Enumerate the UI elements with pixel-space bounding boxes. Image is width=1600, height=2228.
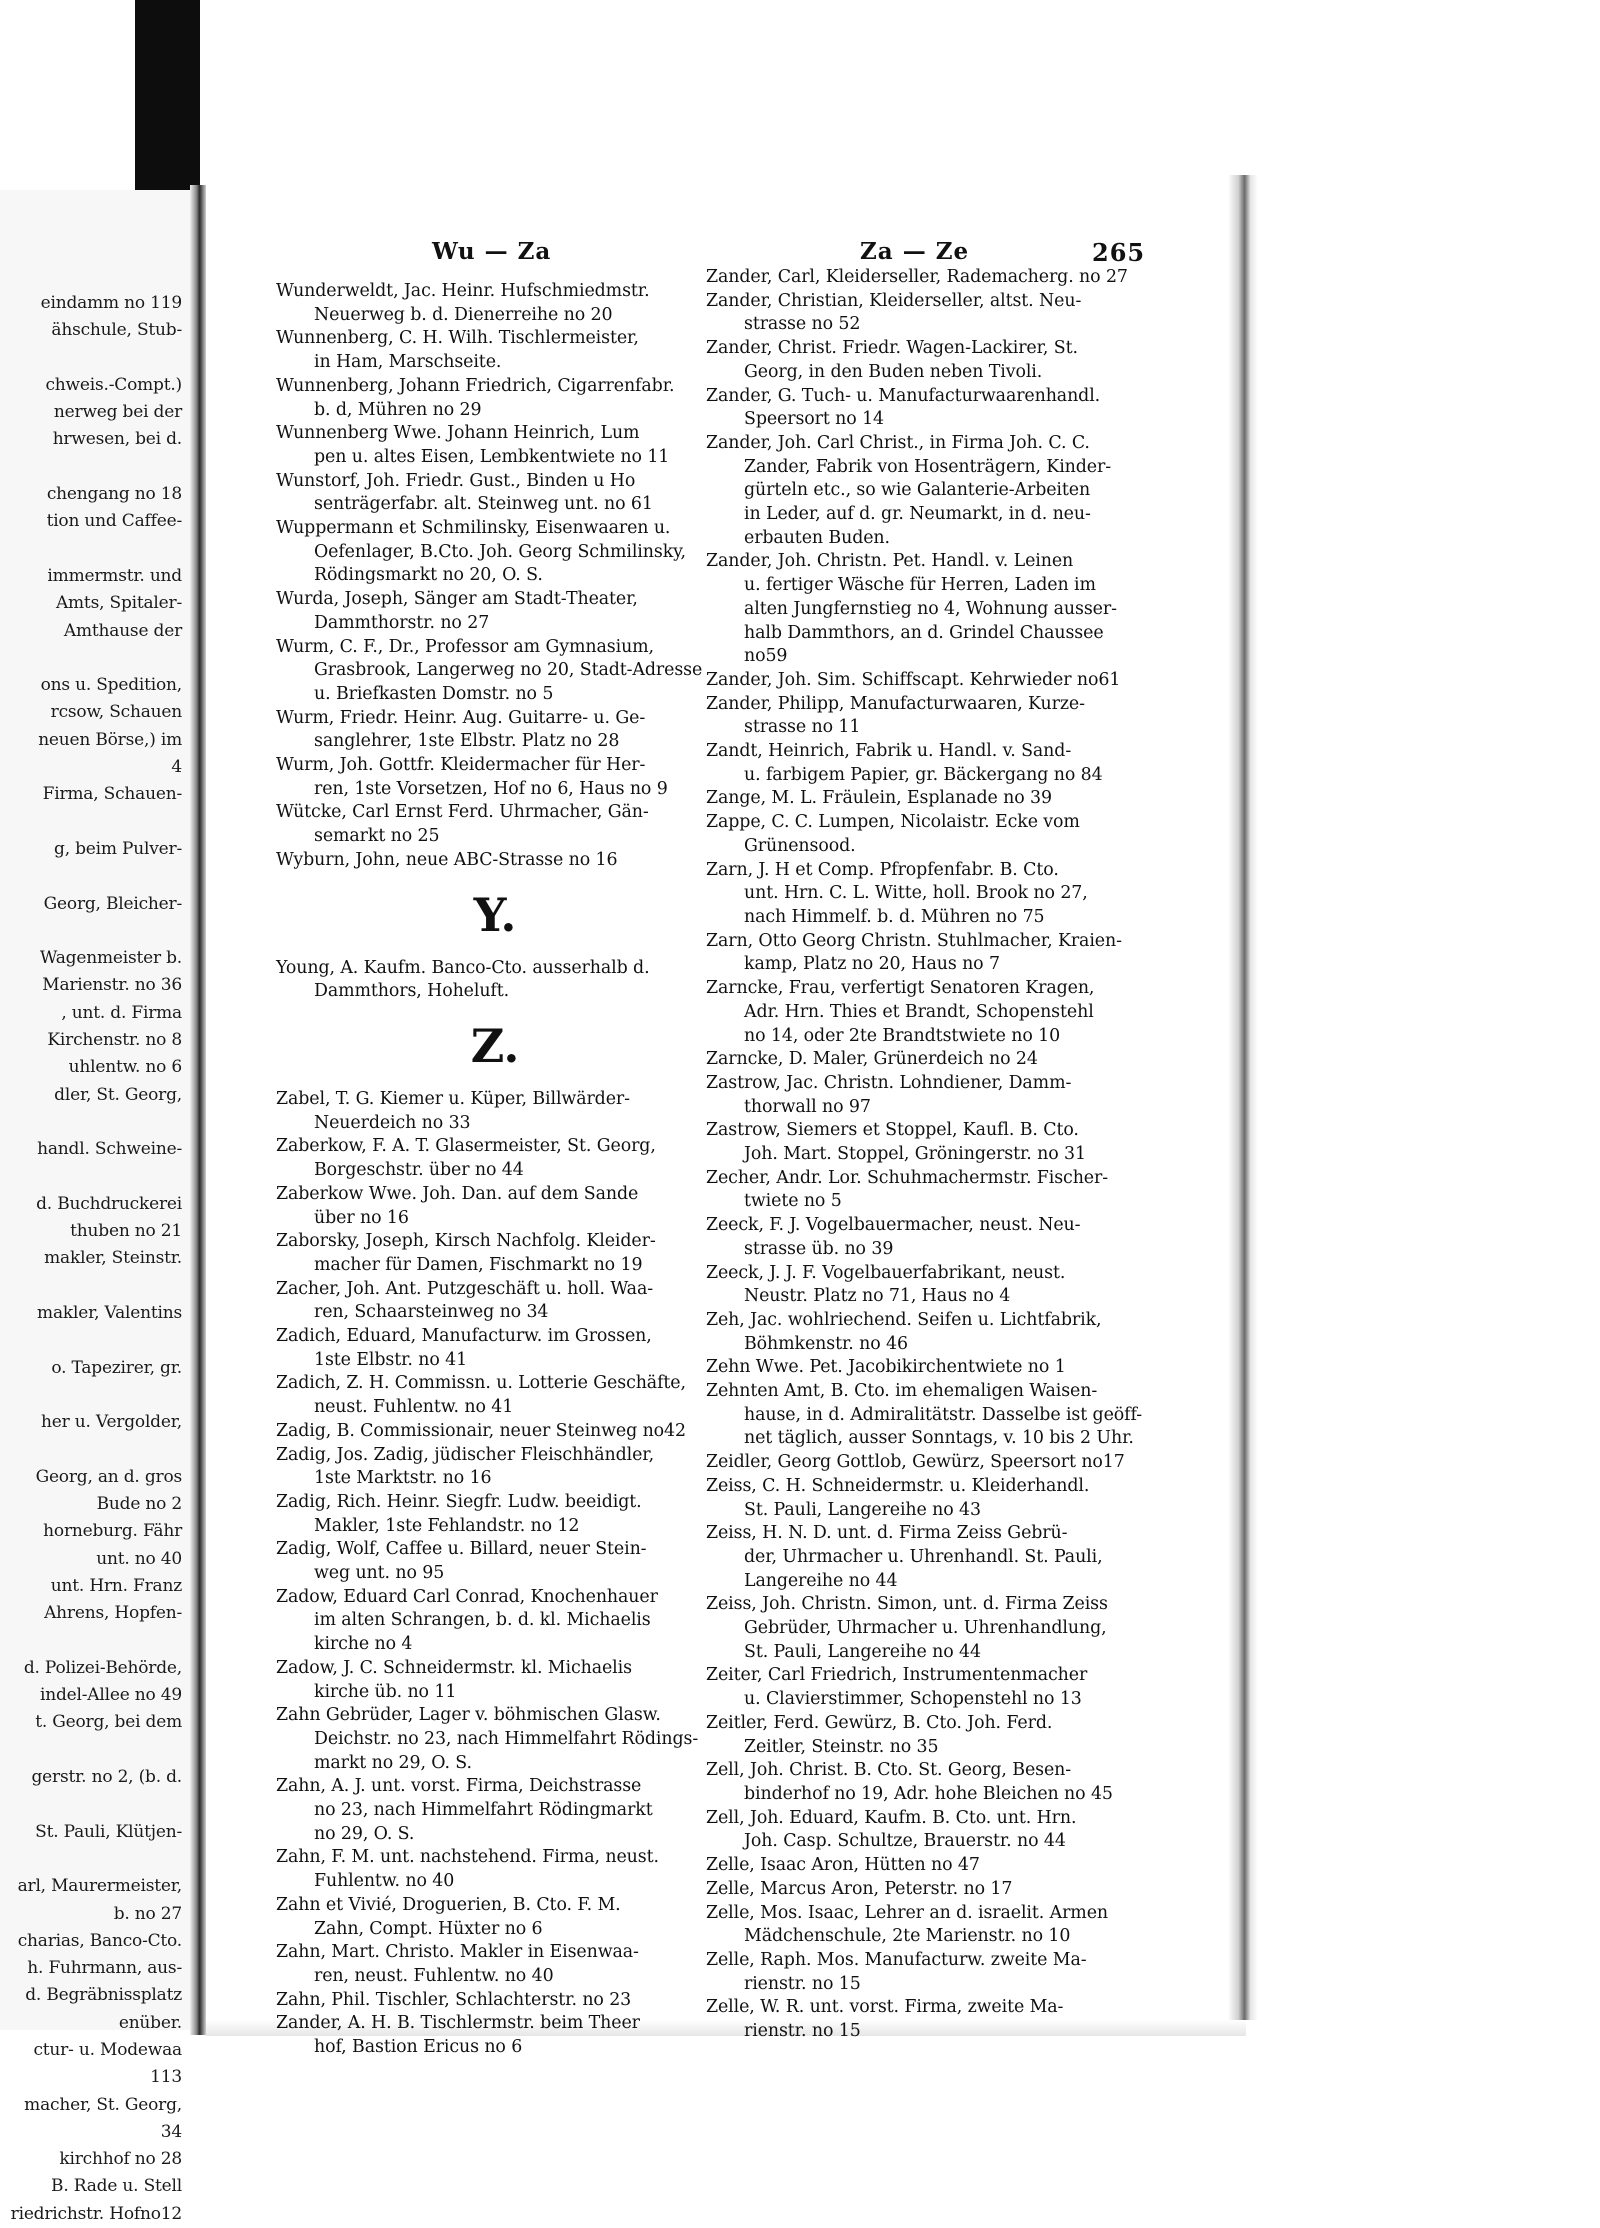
- left-page-line: 34: [160, 2121, 182, 2142]
- entry-continuation-line: Oefenlager, B.Cto. Joh. Georg Schmilinsky,: [314, 541, 686, 562]
- left-page-line: makler, Steinstr.: [44, 1248, 182, 1269]
- entry-continuation-line: rienstr. no 15: [744, 2021, 861, 2042]
- entry-continuation-line: Georg, in den Buden neben Tivoli.: [744, 361, 1043, 382]
- entry-continuation-line: St. Pauli, Langereihe no 44: [744, 1641, 981, 1662]
- entry-first-line: Wuppermann et Schmilinsky, Eisenwaaren u.: [276, 518, 671, 539]
- directory-entry: [276, 1278, 714, 1325]
- left-page-line: riedrichstr. Hofno12: [10, 2203, 182, 2224]
- entry-first-line: Zander, Christ. Friedr. Wagen-Lackirer, St.: [706, 338, 1078, 359]
- directory-entry: [706, 337, 1146, 384]
- entry-first-line: Zaborsky, Joseph, Kirsch Nachfolg. Kleider-: [276, 1231, 656, 1252]
- entry-continuation-line: Deichstr. no 23, nach Himmelfahrt Rödings-: [314, 1728, 699, 1749]
- left-page-line: [11, 454, 182, 481]
- directory-entry: [706, 1996, 1146, 2043]
- entry-first-line: Zadig, Rich. Heinr. Siegfr. Ludw. beeidigt.: [276, 1491, 642, 1512]
- entry-first-line: Wurm, C. F., Dr., Professor am Gymnasium,: [276, 636, 654, 657]
- entry-first-line: Zaberkow, F. A. T. Glasermeister, St. Georg,: [276, 1136, 656, 1157]
- entries-y: [276, 957, 714, 1004]
- directory-entry: [706, 290, 1146, 337]
- entry-first-line: Zastrow, Siemers et Stoppel, Kaufl. B. Cto.: [706, 1120, 1079, 1141]
- entry-first-line: Zander, Joh. Sim. Schiffscapt. Kehrwieder no61: [706, 669, 1121, 690]
- entry-continuation-line: kirche no 4: [314, 1634, 413, 1655]
- entry-first-line: Zeiss, H. N. D. unt. d. Firma Zeiss Gebrü-: [706, 1523, 1068, 1544]
- entry-first-line: Zelle, Mos. Isaac, Lehrer an d. israelit. Armen: [706, 1902, 1108, 1923]
- left-page-line: Ahrens, Hopfen-: [44, 1603, 182, 1624]
- left-page-line: unt. no 40: [96, 1548, 182, 1569]
- entry-first-line: Zeeck, J. J. F. Vogelbauerfabrikant, neust.: [706, 1262, 1066, 1283]
- entry-first-line: Zander, Joh. Christn. Pet. Handl. v. Leinen: [706, 551, 1074, 572]
- entry-first-line: Zarncke, Frau, verfertigt Senatoren Kragen,: [706, 978, 1095, 999]
- directory-entry: [706, 1451, 1146, 1475]
- entry-continuation-line: u. farbigem Papier, gr. Bäckergang no 84: [744, 764, 1103, 785]
- entry-first-line: Wurm, Joh. Gottfr. Kleidermacher für Her-: [276, 755, 646, 776]
- left-page-line: Georg, Bleicher-: [43, 893, 182, 914]
- entry-first-line: Wyburn, John, neue ABC-Strasse no 16: [276, 849, 618, 870]
- entry-continuation-line: sanglehrer, 1ste Elbstr. Platz no 28: [314, 731, 620, 752]
- entry-continuation-line: weg unt. no 95: [314, 1563, 445, 1584]
- directory-entry: [706, 1214, 1146, 1261]
- entry-first-line: Zahn, A. J. unt. vorst. Firma, Deichstrasse: [276, 1776, 642, 1797]
- entry-continuation-line: ren, 1ste Vorsetzen, Hof no 6, Haus no 9: [314, 778, 668, 799]
- entry-continuation-line: Mädchenschule, 2te Marienstr. no 10: [744, 1926, 1071, 1947]
- directory-entry: [276, 327, 714, 374]
- entry-continuation-line: b. d, Mühren no 29: [314, 399, 482, 420]
- right-page-edge: [1228, 175, 1258, 2020]
- left-page-line: thuben no 21: [70, 1221, 182, 1242]
- directory-entry: [276, 280, 714, 327]
- directory-entry: [276, 957, 714, 1004]
- entry-continuation-line: Grünensood.: [744, 835, 856, 856]
- left-page-line: t. Georg, bei dem: [35, 1712, 182, 1733]
- entry-continuation-line: markt no 29, O. S.: [314, 1752, 472, 1773]
- directory-entry: [706, 693, 1146, 740]
- directory-entry: [276, 1183, 714, 1230]
- entry-continuation-line: halb Dammthors, an d. Grindel Chaussee no59: [744, 622, 1104, 667]
- entry-continuation-line: Dammthorstr. no 27: [314, 612, 490, 633]
- directory-entry: [706, 432, 1146, 551]
- left-page-line: rcsow, Schauen: [50, 702, 182, 723]
- entry-continuation-line: Adr. Hrn. Thies et Brandt, Schopenstehl: [744, 1001, 1094, 1022]
- left-page-line: eindamm no 119: [40, 293, 182, 313]
- entry-continuation-line: Gebrüder, Uhrmacher u. Uhrenhandlung,: [744, 1618, 1107, 1639]
- section-letter-z: Z.: [470, 1018, 520, 1073]
- directory-entry: [276, 517, 714, 588]
- left-page-line: d. Buchdruckerei: [36, 1193, 182, 1214]
- directory-entry: [706, 1119, 1146, 1166]
- entry-continuation-line: im alten Schrangen, b. d. kl. Michaelis: [314, 1610, 651, 1631]
- left-page-line: gerstr. no 2, (b. d.: [31, 1767, 182, 1788]
- directory-entry: [276, 1491, 714, 1538]
- directory-entry: [276, 707, 714, 754]
- entry-continuation-line: Zahn, Compt. Hüxter no 6: [314, 1918, 543, 1939]
- left-page-line: Firma, Schauen-: [42, 784, 182, 805]
- entry-continuation-line: pen u. altes Eisen, Lembkentwiete no 11: [314, 446, 670, 467]
- section-letter-y: Y.: [473, 887, 517, 942]
- entry-continuation-line: Dammthors, Hoheluft.: [314, 981, 510, 1002]
- entry-continuation-line: macher für Damen, Fischmarkt no 19: [314, 1254, 643, 1275]
- entry-first-line: Zadig, Jos. Zadig, jüdischer Fleischhändler,: [276, 1444, 655, 1465]
- left-page-line: macher, St. Georg,: [24, 2094, 182, 2115]
- entry-first-line: Young, A. Kaufm. Banco-Cto. ausserhalb d.: [276, 957, 650, 978]
- entry-first-line: Zeiter, Carl Friedrich, Instrumentenmacher: [706, 1665, 1088, 1686]
- entry-first-line: Zeitler, Ferd. Gewürz, B. Cto. Joh. Ferd.: [706, 1712, 1053, 1733]
- entry-first-line: Zehnten Amt, B. Cto. im ehemaligen Waisen-: [706, 1381, 1098, 1402]
- entry-first-line: Zecher, Andr. Lor. Schuhmachermstr. Fischer-: [706, 1167, 1108, 1188]
- entry-first-line: Zelle, Raph. Mos. Manufacturw. zweite Ma-: [706, 1949, 1087, 1970]
- entry-continuation-line: unt. Hrn. C. L. Witte, holl. Brook no 27,: [744, 883, 1088, 904]
- entry-continuation-line: Rödingsmarkt no 20, O. S.: [314, 565, 543, 586]
- entry-first-line: Zappe, C. C. Lumpen, Nicolaistr. Ecke vom: [706, 812, 1080, 833]
- left-page-line: [11, 1327, 182, 1354]
- directory-entry: [276, 1372, 714, 1419]
- entry-first-line: Wunnenberg, C. H. Wilh. Tischlermeister,: [276, 328, 639, 349]
- entry-first-line: Zeeck, F. J. Vogelbauermacher, neust. Neu-: [706, 1215, 1081, 1236]
- directory-entry: [706, 1759, 1146, 1806]
- directory-entry: [706, 811, 1146, 858]
- binding-shadow: [135, 0, 200, 190]
- entry-first-line: Zahn, Mart. Christo. Makler in Eisenwaa-: [276, 1942, 639, 1963]
- left-page-line: handl. Schweine-: [37, 1139, 182, 1160]
- entry-continuation-line: no 23, nach Himmelfahrt Rödingmarkt: [314, 1800, 653, 1821]
- entries-w: [276, 280, 714, 873]
- left-page-line: kirchhof no 28: [59, 2149, 182, 2170]
- entry-continuation-line: ren, neust. Fuhlentw. no 40: [314, 1966, 554, 1986]
- entry-first-line: Wunnenberg, Johann Friedrich, Cigarrenfabr.: [276, 375, 675, 396]
- entry-first-line: Zahn, F. M. unt. nachstehend. Firma, neust.: [276, 1847, 659, 1868]
- left-page-line: [11, 1628, 182, 1655]
- directory-entry: [706, 550, 1146, 669]
- entry-continuation-line: Neuerweg b. d. Dienerreihe no 20: [314, 304, 613, 325]
- entry-first-line: Zadow, J. C. Schneidermstr. kl. Michaelis: [276, 1657, 632, 1678]
- directory-entry: [706, 1262, 1146, 1309]
- entry-continuation-line: Joh. Casp. Schultze, Brauerstr. no 44: [744, 1831, 1066, 1852]
- entry-continuation-line: net täglich, ausser Sonntags, v. 10 bis 2 Uhr.: [744, 1428, 1134, 1449]
- entry-continuation-line: Fuhlentw. no 40: [314, 1871, 455, 1892]
- entry-continuation-line: St. Pauli, Langereihe no 43: [744, 1499, 981, 1520]
- left-page-line: Wagenmeister b.: [39, 948, 182, 969]
- directory-entry: [276, 1989, 714, 2013]
- entry-first-line: Zabel, T. G. Kiemer u. Küper, Billwärder-: [276, 1088, 630, 1109]
- page-gutter: [190, 185, 206, 2035]
- directory-entry: [276, 588, 714, 635]
- entry-first-line: Zarncke, D. Maler, Grünerdeich no 24: [706, 1049, 1038, 1070]
- entry-continuation-line: der, Uhrmacher u. Uhrenhandl. St. Pauli,: [744, 1546, 1103, 1567]
- directory-entry: [276, 1586, 714, 1657]
- entry-first-line: Zell, Joh. Eduard, Kaufm. B. Cto. unt. Hrn.: [706, 1807, 1077, 1828]
- directory-entry: [706, 669, 1146, 693]
- entry-continuation-line: Zander, Fabrik von Hosenträgern, Kinder-: [744, 456, 1111, 477]
- directory-entry: [706, 1522, 1146, 1593]
- entry-first-line: Zahn et Vivié, Droguerien, B. Cto. F. M.: [276, 1894, 621, 1915]
- left-page-line: St. Pauli, Klütjen-: [35, 1821, 182, 1842]
- directory-entry: [276, 849, 714, 873]
- entries-z: [276, 1088, 714, 2060]
- directory-entry: [276, 1444, 714, 1491]
- entry-continuation-line: Borgeschstr. über no 44: [314, 1160, 524, 1181]
- entry-continuation-line: twiete no 5: [744, 1191, 842, 1212]
- left-page-line: chengang no 18: [46, 484, 182, 505]
- left-page-line: [11, 536, 182, 563]
- entry-first-line: Zelle, Isaac Aron, Hütten no 47: [706, 1855, 980, 1876]
- entry-continuation-line: u. fertiger Wäsche für Herren, Laden im: [744, 575, 1096, 596]
- left-page-line: makler, Valentins: [37, 1302, 182, 1323]
- directory-entry: [706, 859, 1146, 930]
- entry-continuation-line: Speersort no 14: [744, 409, 884, 430]
- entry-first-line: Zandt, Heinrich, Fabrik u. Handl. v. Sand-: [706, 741, 1072, 762]
- left-page-line: immermstr. und: [47, 565, 182, 586]
- left-page-line: charias, Banco-Cto.: [17, 1930, 182, 1951]
- entry-first-line: Wütcke, Carl Ernst Ferd. Uhrmacher, Gän-: [276, 802, 649, 823]
- entry-continuation-line: hof, Bastion Ericus no 6: [314, 2037, 523, 2058]
- entry-continuation-line: u. Briefkasten Domstr. no 5: [314, 683, 554, 704]
- left-page-line: [11, 1791, 182, 1818]
- left-page-line: [11, 918, 182, 945]
- directory-entry: [276, 1538, 714, 1585]
- entry-first-line: Zadig, B. Commissionair, neuer Steinweg no42: [276, 1420, 686, 1441]
- left-page-line: [11, 345, 182, 372]
- directory-entry: [706, 1593, 1146, 1664]
- directory-entry: [706, 1664, 1146, 1711]
- directory-entry: [276, 636, 714, 707]
- entry-first-line: Zadich, Eduard, Manufacturw. im Grossen,: [276, 1326, 652, 1347]
- directory-entry: [706, 1902, 1146, 1949]
- entry-first-line: Zander, Christian, Kleiderseller, altst. Neu-: [706, 290, 1082, 311]
- directory-entry: [706, 1854, 1146, 1878]
- directory-entry: [706, 1878, 1146, 1902]
- entry-first-line: Zaberkow Wwe. Joh. Dan. auf dem Sande: [276, 1183, 639, 1204]
- left-page-line: horneburg. Fähr: [43, 1521, 182, 1542]
- left-page-line: [11, 1436, 182, 1463]
- left-page-line: [11, 1164, 182, 1191]
- directory-entry: [706, 1475, 1146, 1522]
- entry-first-line: Zander, A. H. B. Tischlermstr. beim Theer: [276, 2013, 640, 2034]
- entry-continuation-line: in Leder, auf d. gr. Neumarkt, in d. neu-: [744, 504, 1091, 525]
- entry-continuation-line: Böhmkenstr. no 46: [744, 1333, 908, 1354]
- left-page-line: ctur- u. Modewaa: [33, 2040, 182, 2060]
- directory-entry: [706, 977, 1146, 1048]
- entry-continuation-line: Grasbrook, Langerweg no 20, Stadt-Adresse: [314, 660, 703, 681]
- directory-entry: [276, 801, 714, 848]
- left-page-line: unt. Hrn. Franz: [50, 1575, 182, 1596]
- entry-first-line: Zander, Joh. Carl Christ., in Firma Joh. C. C.: [706, 432, 1090, 453]
- entry-continuation-line: senträgerfabr. alt. Steinweg unt. no 61: [314, 494, 653, 515]
- entry-first-line: Zahn, Phil. Tischler, Schlachterstr. no 23: [276, 1989, 632, 2010]
- left-page-line: b. no 27: [113, 1903, 182, 1924]
- entry-continuation-line: neust. Fuhlentw. no 41: [314, 1397, 514, 1418]
- entry-first-line: Wurm, Friedr. Heinr. Aug. Guitarre- u. Ge-: [276, 707, 646, 728]
- left-page-line: enüber.: [118, 2012, 182, 2033]
- directory-entry: [276, 1894, 714, 1941]
- directory-entry: [276, 1941, 714, 1988]
- directory-entry: [706, 1712, 1146, 1759]
- left-page-line: Bude no 2: [96, 1494, 182, 1515]
- entry-first-line: Zell, Joh. Christ. B. Cto. St. Georg, Besen-: [706, 1760, 1072, 1781]
- entry-continuation-line: strasse no 11: [744, 717, 861, 738]
- left-page-line: tion und Caffee-: [46, 511, 182, 532]
- left-page-line: g, beim Pulver-: [54, 838, 182, 859]
- directory-entry: [276, 2012, 714, 2059]
- left-page-line: chweis.-Compt.): [45, 374, 182, 395]
- left-page-line: indel-Allee no 49: [39, 1685, 182, 1706]
- entry-first-line: Zacher, Joh. Ant. Putzgeschäft u. holl. Waa-: [276, 1278, 653, 1299]
- directory-entry: [706, 266, 1146, 290]
- running-header-left: Wu — Za: [432, 238, 552, 265]
- directory-entry: [706, 1380, 1146, 1451]
- left-page-line: uhlentw. no 6: [68, 1057, 182, 1078]
- entry-continuation-line: rienstr. no 15: [744, 1973, 861, 1994]
- left-page-line: ons u. Spedition,: [40, 675, 182, 696]
- left-page-line: [11, 1109, 182, 1136]
- directory-entry: [276, 1846, 714, 1893]
- entry-continuation-line: hause, in d. Admiralitätstr. Dasselbe ist geöff-: [744, 1404, 1142, 1425]
- entry-first-line: Zadow, Eduard Carl Conrad, Knochenhauer: [276, 1586, 658, 1607]
- entry-continuation-line: Langereihe no 44: [744, 1570, 898, 1591]
- left-page-line: [11, 645, 182, 672]
- entry-continuation-line: 1ste Marktstr. no 16: [314, 1468, 492, 1489]
- entry-continuation-line: über no 16: [314, 1207, 409, 1228]
- entry-first-line: Zadich, Z. H. Commissn. u. Lotterie Geschäfte,: [276, 1373, 686, 1394]
- directory-entry: [706, 1807, 1146, 1854]
- left-page-line: o. Tapezirer, gr.: [51, 1357, 182, 1378]
- entry-first-line: Zander, Philipp, Manufacturwaaren, Kurze-: [706, 693, 1085, 714]
- left-page-line: , unt. d. Firma: [61, 1002, 182, 1023]
- left-page-line: her u. Vergolder,: [41, 1412, 182, 1433]
- entry-first-line: Zander, G. Tuch- u. Manufacturwaarenhandl.: [706, 385, 1101, 406]
- directory-entry: [276, 1704, 714, 1775]
- directory-entry: [706, 1356, 1146, 1380]
- page-number: 265: [1092, 238, 1146, 267]
- entry-continuation-line: Zeitler, Steinstr. no 35: [744, 1736, 939, 1757]
- entry-first-line: Zehn Wwe. Pet. Jacobikirchentwiete no 1: [706, 1357, 1066, 1378]
- left-page-line: [11, 1846, 182, 1873]
- entry-first-line: Zeidler, Georg Gottlob, Gewürz, Speersort no17: [706, 1452, 1125, 1473]
- left-page-line: nerweg bei der: [53, 402, 182, 423]
- entry-first-line: Zarn, Otto Georg Christn. Stuhlmacher, Kraien-: [706, 930, 1122, 951]
- entry-continuation-line: Neuerdeich no 33: [314, 1112, 471, 1133]
- left-page-line: [11, 863, 182, 890]
- left-page-line: hrwesen, bei d.: [52, 429, 182, 450]
- entry-continuation-line: thorwall no 97: [744, 1096, 871, 1117]
- left-page-line: 4: [171, 757, 182, 778]
- entry-continuation-line: in Ham, Marschseite.: [314, 352, 502, 373]
- directory-entry: [706, 1072, 1146, 1119]
- left-page-line: arl, Maurermeister,: [17, 1876, 182, 1897]
- directory-entry: [276, 375, 714, 422]
- directory-entry: [276, 1230, 714, 1277]
- left-page-fragment: [0, 190, 190, 2224]
- directory-entry: [276, 422, 714, 469]
- left-page-line: h. Fuhrmann, aus-: [27, 1958, 182, 1979]
- directory-entry: [276, 1325, 714, 1372]
- directory-entry: [276, 1088, 714, 1135]
- directory-entry: [276, 754, 714, 801]
- entries-right: [706, 266, 1146, 2044]
- left-page-line: Kirchenstr. no 8: [47, 1030, 182, 1051]
- directory-entry: [706, 1167, 1146, 1214]
- directory-entry: [276, 1657, 714, 1704]
- entry-first-line: Zelle, Marcus Aron, Peterstr. no 17: [706, 1878, 1013, 1899]
- entry-continuation-line: no 29, O. S.: [314, 1823, 415, 1844]
- left-page-lines: [11, 290, 182, 2228]
- entry-continuation-line: kamp, Platz no 20, Haus no 7: [744, 954, 1000, 975]
- entry-first-line: Zeh, Jac. wohlriechend. Seifen u. Lichtfabrik,: [706, 1309, 1102, 1330]
- entry-continuation-line: strasse üb. no 39: [744, 1238, 894, 1259]
- entry-continuation-line: u. Clavierstimmer, Schopenstehl no 13: [744, 1689, 1082, 1710]
- left-page-line: Georg, an d. gros: [35, 1466, 182, 1487]
- entry-continuation-line: alten Jungfernstieg no 4, Wohnung ausser-: [744, 598, 1117, 619]
- left-page-line: B. Rade u. Stell: [51, 2176, 182, 2197]
- left-page-line: d. Polizei-Behörde,: [23, 1657, 182, 1678]
- left-page-line: ähschule, Stub-: [51, 320, 182, 341]
- entry-first-line: Zelle, W. R. unt. vorst. Firma, zweite Ma-: [706, 1997, 1064, 2018]
- left-page-line: [11, 1382, 182, 1409]
- directory-column-right: [706, 266, 1146, 2044]
- directory-entry: [706, 1048, 1146, 1072]
- entry-continuation-line: ren, Schaarsteinweg no 34: [314, 1302, 549, 1323]
- entry-first-line: Zeiss, Joh. Christn. Simon, unt. d. Firma Zeiss: [706, 1594, 1108, 1615]
- directory-entry: [276, 1135, 714, 1182]
- left-page-line: [11, 1273, 182, 1300]
- directory-entry: [706, 930, 1146, 977]
- entry-first-line: Wunstorf, Joh. Friedr. Gust., Binden u Ho: [276, 470, 636, 491]
- left-page-line: Marienstr. no 36: [42, 975, 182, 996]
- directory-entry: [276, 1420, 714, 1444]
- left-page-line: Amthause der: [63, 620, 182, 641]
- directory-entry: [706, 740, 1146, 787]
- entry-first-line: Wurda, Joseph, Sänger am Stadt-Theater,: [276, 589, 638, 610]
- left-page-line: [11, 1737, 182, 1764]
- directory-entry: [706, 1309, 1146, 1356]
- entry-continuation-line: 1ste Elbstr. no 41: [314, 1349, 468, 1370]
- entry-continuation-line: Neustr. Platz no 71, Haus no 4: [744, 1286, 1011, 1307]
- running-header-right: Za — Ze: [860, 238, 970, 265]
- left-page-line: [11, 809, 182, 836]
- entry-first-line: Wunderweldt, Jac. Heinr. Hufschmiedmstr.: [276, 281, 650, 301]
- entry-continuation-line: kirche üb. no 11: [314, 1681, 457, 1702]
- directory-column-left: [276, 280, 714, 2060]
- entry-first-line: Zeiss, C. H. Schneidermstr. u. Kleiderhandl.: [706, 1475, 1090, 1496]
- entry-continuation-line: no 14, oder 2te Brandtstwiete no 10: [744, 1025, 1061, 1046]
- left-page-line: neuen Börse,) im: [38, 729, 182, 750]
- entry-first-line: Zastrow, Jac. Christn. Lohndiener, Damm-: [706, 1072, 1072, 1093]
- directory-entry: [706, 385, 1146, 432]
- entry-continuation-line: erbauten Buden.: [744, 527, 890, 548]
- entry-continuation-line: gürteln etc., so wie Galanterie-Arbeiten: [744, 480, 1091, 501]
- directory-entry: [706, 1949, 1146, 1996]
- entry-first-line: Zarn, J. H et Comp. Pfropfenfabr. B. Cto.: [706, 859, 1059, 880]
- directory-entry: [276, 470, 714, 517]
- entry-first-line: Zadig, Wolf, Caffee u. Billard, neuer Stein-: [276, 1539, 647, 1560]
- entry-continuation-line: Makler, 1ste Fehlandstr. no 12: [314, 1515, 580, 1536]
- entry-continuation-line: semarkt no 25: [314, 826, 440, 847]
- entry-first-line: Zander, Carl, Kleiderseller, Rademacherg. no 27: [706, 267, 1128, 287]
- entry-first-line: Zange, M. L. Fräulein, Esplanade no 39: [706, 788, 1052, 809]
- directory-entry: [706, 787, 1146, 811]
- entry-first-line: Zahn Gebrüder, Lager v. böhmischen Glasw.: [276, 1705, 661, 1726]
- entry-continuation-line: Joh. Mart. Stoppel, Gröningerstr. no 31: [744, 1144, 1086, 1165]
- entry-first-line: Wunnenberg Wwe. Johann Heinrich, Lum: [276, 423, 640, 444]
- entry-continuation-line: strasse no 52: [744, 314, 861, 335]
- left-page-line: dler, St. Georg,: [54, 1084, 182, 1105]
- left-page-line: d. Begräbnissplatz: [25, 1985, 182, 2006]
- left-page-line: 113: [150, 2067, 182, 2088]
- entry-continuation-line: binderhof no 19, Adr. hohe Bleichen no 45: [744, 1784, 1113, 1804]
- directory-entry: [276, 1775, 714, 1846]
- entry-continuation-line: nach Himmelf. b. d. Mühren no 75: [744, 906, 1045, 927]
- left-page-line: Amts, Spitaler-: [55, 593, 182, 614]
